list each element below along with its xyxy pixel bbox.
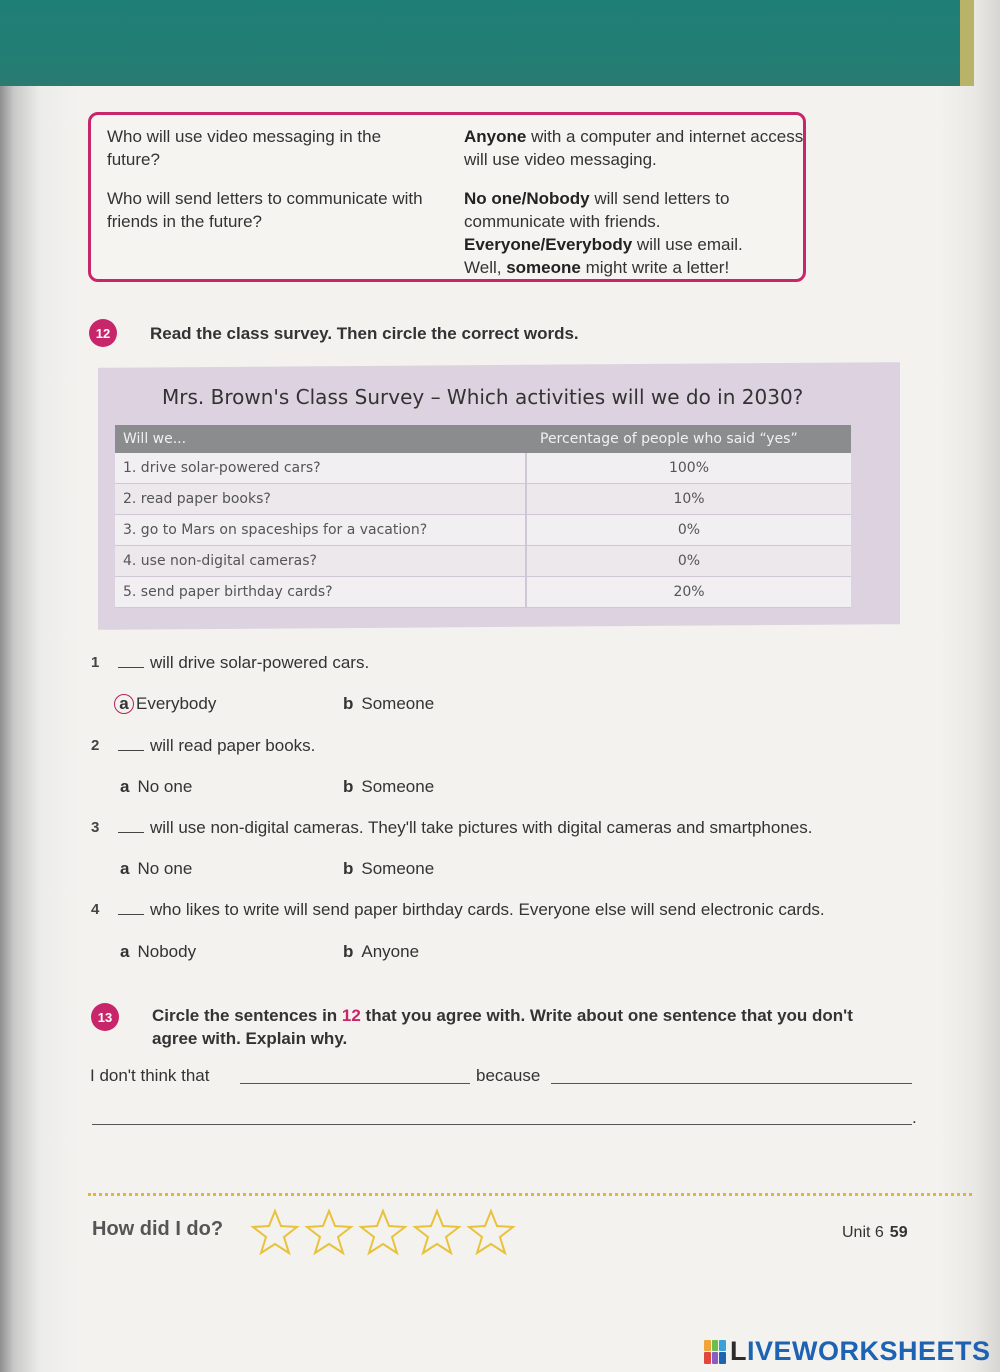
option-text: Anyone [361,942,420,961]
page-footer [842,1224,908,1242]
grammar-answer-1 [464,125,804,171]
star-icon[interactable] [250,1208,300,1256]
question-number: 4 [91,901,100,918]
option-letter: b [343,859,354,878]
grammar-answer-2 [464,187,804,279]
question-text: will read paper books. [150,736,316,755]
grammar-answer-text: will send letters to communicate with friends. [464,189,730,231]
header-band [0,0,972,86]
line-end-period: . [912,1108,917,1127]
logo-first-letter: L [730,1336,747,1366]
survey-activity: 3. go to Mars on spaceships for a vacation? [115,515,526,546]
option-2b[interactable] [343,776,434,798]
survey-percentage: 10% [526,484,851,515]
self-assessment-label: How did I do? [92,1218,224,1240]
option-text: Someone [361,777,435,796]
grammar-keyword: No one/Nobody [464,189,590,208]
survey-percentage: 0% [526,546,851,577]
option-letter: a [120,859,130,878]
option-text: Someone [361,694,435,713]
survey-percentage: 100% [526,453,851,484]
option-4a[interactable] [120,941,196,963]
option-4b[interactable] [343,941,419,963]
option-3b[interactable] [343,858,434,880]
star-rating [250,1208,516,1256]
exercise-12-instruction: Read the class survey. Then circle the correct words. [150,324,579,343]
question-1 [118,652,369,674]
option-letter: a [120,942,130,961]
grammar-keyword: Anyone [464,127,527,146]
survey-percentage: 0% [526,515,851,546]
liveworksheets-icon [704,1340,726,1364]
question-number: 2 [91,737,100,754]
grammar-answer-text: Well, [464,258,507,277]
option-3a[interactable] [120,858,192,880]
unit-label: Unit 6 [842,1224,884,1241]
star-icon[interactable] [358,1208,408,1256]
answer-line-2[interactable] [551,1083,912,1084]
option-1b[interactable] [343,693,434,715]
question-4 [118,899,825,921]
exercise-12-badge: 12 [89,319,117,347]
question-number: 1 [91,654,100,671]
option-text: No one [137,859,193,878]
option-letter: b [343,694,354,713]
page-number: 59 [889,1224,908,1241]
exercise-13-instruction [152,1004,892,1050]
survey-activity: 2. read paper books? [115,484,526,515]
grammar-box [88,112,806,282]
answer-blank[interactable] [118,750,144,751]
grammar-answer-text: might write a letter! [580,258,730,277]
answer-blank[interactable] [118,832,144,833]
survey-percentage: 20% [526,577,851,608]
logo-rest: IVEWORKSHEETS [747,1336,991,1366]
grammar-answer-text: with a computer and internet access will use video messaging. [464,127,804,169]
answer-blank[interactable] [118,914,144,915]
star-icon[interactable] [304,1208,354,1256]
question-3 [118,817,812,839]
question-2 [118,735,315,757]
grammar-question-2: Who will send letters to communicate with friends in the future? [107,189,423,231]
liveworksheets-logo [704,1336,991,1367]
because-label: because [476,1066,541,1085]
star-icon[interactable] [466,1208,516,1256]
question-text: who likes to write will send paper birthday cards. Everyone else will send electronic cards. [150,900,825,919]
answer-line-3[interactable] [92,1124,912,1125]
question-number: 3 [91,819,100,836]
grammar-keyword: someone [506,258,581,277]
option-text: Everybody [136,694,217,713]
liveworksheets-wordmark [730,1336,991,1367]
survey-header-percentage: Percentage of people who said “yes” [526,425,851,453]
table-row [115,453,851,484]
star-icon[interactable] [412,1208,462,1256]
survey-activity: 1. drive solar-powered cars? [115,453,526,484]
table-row [115,515,851,546]
circled-option-marker: a [114,694,134,714]
instruction-text: Circle the sentences in [152,1006,342,1025]
option-text: No one [137,777,193,796]
instruction-text: that you agree with. Write about one sentence that you don't agree with. Explain why. [152,1006,853,1048]
footer-divider [88,1193,972,1196]
option-2a[interactable] [120,776,192,798]
option-text: Nobody [137,942,197,961]
option-letter: a [120,777,130,796]
survey-activity: 5. send paper birthday cards? [115,577,526,608]
answer-blank[interactable] [118,667,144,668]
page-edge [960,0,974,86]
exercise-13-badge: 13 [91,1003,119,1031]
survey-activity: 4. use non-digital cameras? [115,546,526,577]
survey-table [115,425,851,608]
option-text: Someone [361,859,435,878]
grammar-keyword: Everyone/Everybody [464,235,633,254]
table-row [115,577,851,608]
exercise-reference: 12 [341,1006,361,1025]
table-row [115,546,851,577]
answer-line-1[interactable] [240,1083,470,1084]
option-1a[interactable] [114,693,216,715]
sentence-starter: I don't think that [90,1066,210,1085]
survey-header-activity: Will we... [115,425,526,453]
survey-title: Mrs. Brown's Class Survey – Which activities will we do in 2030? [162,385,804,409]
grammar-question-1: Who will use video messaging in the future? [107,127,382,169]
grammar-answer-text: will use email. [632,235,743,254]
table-row [115,484,851,515]
question-text: will use non-digital cameras. They'll take pictures with digital cameras and smartphones. [150,818,813,837]
option-letter: b [343,777,354,796]
question-text: will drive solar-powered cars. [150,653,370,672]
option-letter: b [343,942,354,961]
